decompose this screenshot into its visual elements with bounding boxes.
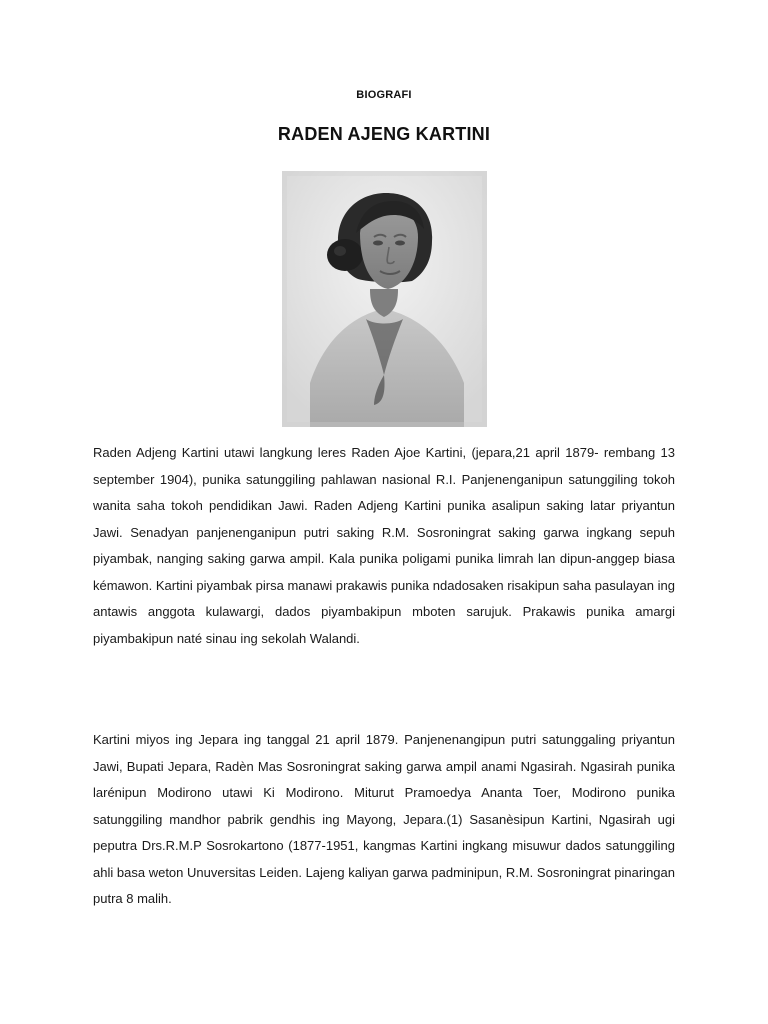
section-kicker: BIOGRAFI <box>356 89 412 101</box>
portrait-photo <box>282 171 487 427</box>
portrait-photo-icon <box>282 171 487 427</box>
paragraph-2: Kartini miyos ing Jepara ing tanggal 21 april 1879. Panjenenangipun putri satunggaling priyantun Jawi, Bupati Jepara, Radèn Mas Sosroningrat saking garwa ampil anami Ngasirah. Ngasirah punika larénipun Modirono utawi Ki Modirono. Miturut Pramoedya Ananta Toer, Modirono punika satunggiling mandhor pabrik gendhis ing Mayong, Jepara.(1) Sasanèsipun Kartini, Ngasirah ugi peputra Drs.R.M.P Sosrokartono (1877-1951, kangmas Kartini ingkang misuwur dados satunggiling ahli basa weton Unuversitas Leiden. Lajeng kaliyan garwa padminipun, R.M. Sosroningrat pinaringan putra 8 malih. <box>93 732 675 906</box>
paragraph-1: Raden Adjeng Kartini utawi langkung leres Raden Ajoe Kartini, (jepara,21 april 1879- rembang 13 september 1904), punika satunggiling pahlawan nasional R.I. Panjenenganipun satunggiling tokoh wanita saha tokoh pendidikan Jawi. Raden Adjeng Kartini punika asalipun saking latar priyantun Jawi. Senadyan panjenenganipun putri saking R.M. Sosroningrat saking garwa ingkang sepuh piyambak, nanging saking garwa ampil. Kala punika poligami punika limrah lan dipun-anggep biasa kémawon. Kartini piyambak pirsa manawi prakawis punika ndadosaken risakipun saha pasulayan ing antawis anggota kulawargi, dados piyambakipun mboten sarujuk. Prakawis punika amargi piyambakipun naté sinau ing sekolah Walandi. <box>93 445 675 646</box>
page-title: RADEN AJENG KARTINI <box>277 124 491 144</box>
